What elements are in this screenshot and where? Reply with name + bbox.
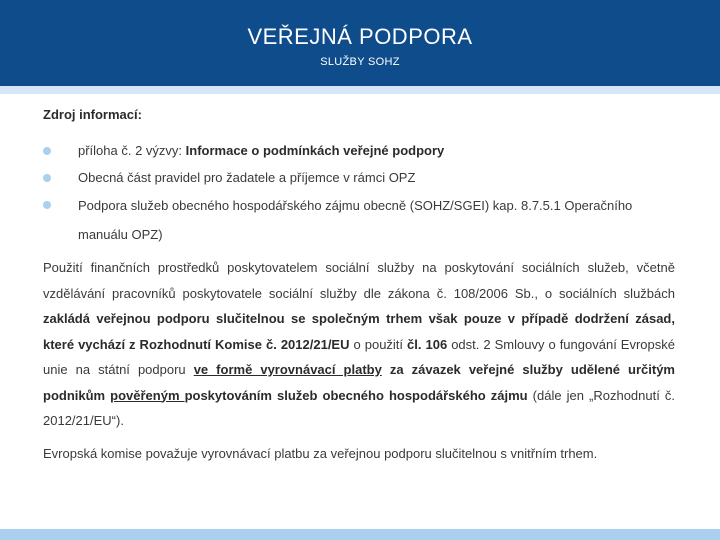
paragraph-emphasis: zakládá veřejnou podporu slučitelnou se společným trhem však pouze v případě dodržení zásad, které vychází z Rozhodnutí Komise č. 2012/21/EU [43, 311, 675, 352]
paragraph-text: odst. 2 Smlouvy o fungování Evropské unie na státní podporu [43, 336, 675, 377]
bullet-dot-icon [43, 201, 51, 209]
paragraph-underlined-emphasis: ve formě vyrovnávací platby [193, 362, 382, 377]
paragraph-text: o použití [349, 336, 408, 352]
paragraph-emphasis: za závazek veřejné služby udělené určitým podnikům [43, 362, 675, 403]
bullet-dot-icon [43, 174, 51, 182]
source-item-text: Podpora služeb obecného hospodářského zájmu obecně (SOHZ/SGEI) kap. 8.7.5.1 Operačního manuálu OPZ) [78, 198, 633, 242]
header-divider [0, 86, 720, 94]
paragraph-commission-view: Evropská komise považuje vyrovnávací platbu za veřejnou podporu slučitelnou s vnitřním trhem. [43, 445, 598, 461]
paragraph-public-support [43, 255, 675, 434]
source-item-prefix: příloha č. 2 výzvy: [78, 143, 186, 158]
slide-subtitle: SLUŽBY SOHZ [320, 56, 400, 68]
source-item-general-rules [43, 164, 675, 191]
slide-title: VEŘEJNÁ PODPORA [247, 24, 473, 49]
source-item-bold: Informace o podmínkách veřejné podpory [185, 143, 445, 158]
paragraph-text: Použití finančních prostředků poskytovatelem sociální služby na poskytování sociálních služeb, včetně vzdělávání pracovníků poskytovatele sociální služby dle zákona č. 108/2006 Sb., o sociálních službách [43, 260, 675, 301]
paragraph-article-ref: čl. 106 [407, 336, 448, 352]
bullet-dot-icon [43, 147, 51, 155]
paragraph-underlined-emphasis: pověřeným [110, 387, 185, 403]
source-item-text: Obecná část pravidel pro žadatele a příjemce v rámci OPZ [78, 170, 416, 185]
source-item-attachment [43, 137, 675, 164]
slide-header [0, 0, 720, 86]
slide-body [43, 106, 675, 464]
paragraph-text: (dále jen „Rozhodnutí č. 2012/21/EU“). [43, 387, 675, 428]
footer-bar [0, 529, 720, 540]
paragraph-emphasis: poskytováním služeb obecného hospodářského zájmu [184, 387, 528, 403]
sources-heading: Zdroj informací: [43, 107, 142, 122]
source-item-manual [43, 191, 675, 249]
